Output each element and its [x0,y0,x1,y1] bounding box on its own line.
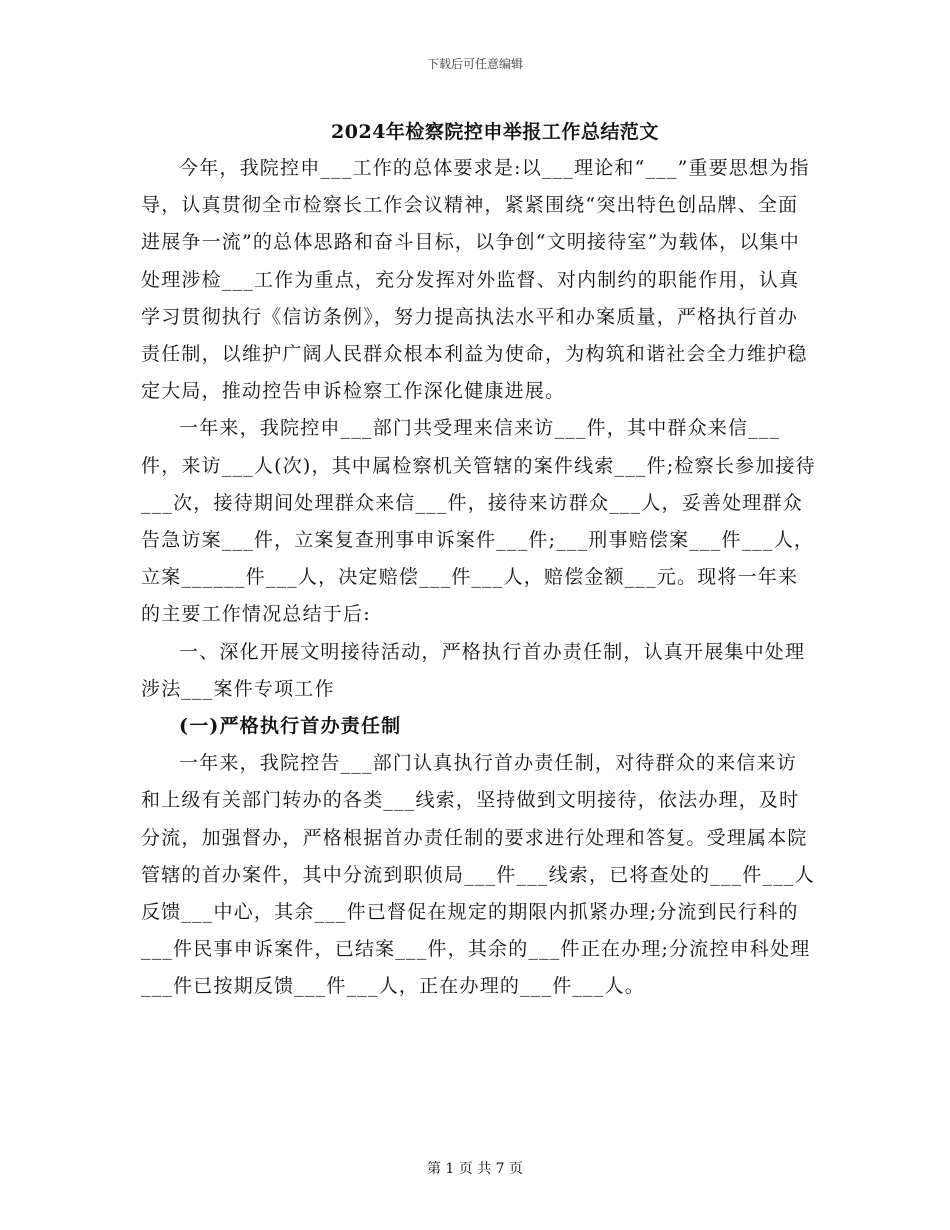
document-title: 2024年检察院控申举报工作总结范文 [331,121,659,143]
paragraph-intro: 今年，我院控申___工作的总体要求是:以___理论和“___”重要思想为指导，认真贯彻全市检察长工作会议精神，紧紧围绕“突出特色创品牌、全面进展争一流”的总体思路和奋斗目标，以争创“文明接待室”为载体，以集中处理涉检___工作为重点，充分发挥对外监督、对内制约的职能作用，认真学习贯彻执行《信访条例》，努力提高执法水平和办案质量，严格执行首办责任制，以维护广阔人民群众根本利益为使命，为构筑和谐社会全力维护稳定大局，推动控告申诉检察工作深化健康进展。 [141,157,810,403]
paragraph-statistics: 一年来，我院控申___部门共受理来信来访___件，其中群众来信___件，来访___人(次)，其中属检察机关管辖的案件线索___件;检察长参加接待___次，接待期间处理群众来信___件，接待来访群众___人，妥善处理群众告急访案___件，立案复查刑事申诉案件___件;___刑事赔偿案___件___人，立案______件___人，决定赔偿___件___人，赔偿金额___元。现将一年来的主要工作情况总结于后: [141,417,816,626]
page-header-note: 下载后可任意编辑 [426,57,523,71]
page-number: 第 1 页 共 7 页 [426,1161,524,1177]
paragraph-section-one-title: 一、深化开展文明接待活动，严格执行首办责任制，认真开展集中处理涉法___案件专项工作 [141,640,806,700]
paragraph-section-body: 一年来，我院控告___部门认真执行首办责任制，对待群众的来信来访和上级有关部门转办的各类___线索，坚持做到文明接待，依法办理，及时分流，加强督办，严格根据首办责任制的要求进行处理和答复。受理属本院管辖的首办案件，其中分流到职侦局___件___线索，已将查处的___件___人反馈___中心，其余___件已督促在规定的期限内抓紧办理;分流到民行科的___件民事申诉案件，已结案___件，其余的___件正在办理;分流控申科处理___件已按期反馈___件___人，正在办理的___件___人。 [141,752,815,998]
document-body [141,150,816,1006]
section-heading: (一)严格执行首办责任制 [179,715,402,738]
